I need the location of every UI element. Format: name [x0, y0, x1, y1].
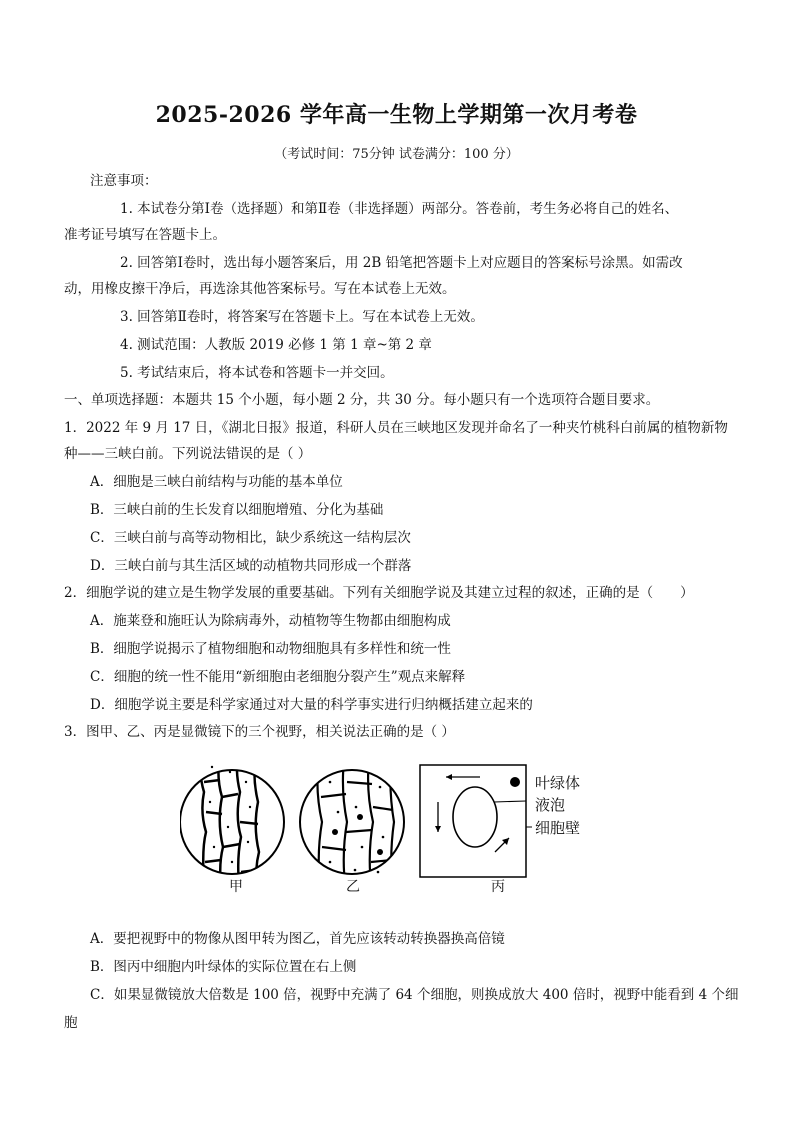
- notice-item-cont: 准考证号填写在答题卡上。: [64, 227, 226, 243]
- option-a: A．施莱登和施旺认为除病毒外，动植物等生物都由细胞构成: [90, 613, 451, 629]
- option-b: B．图丙中细胞内叶绿体的实际位置在右上侧: [90, 959, 357, 975]
- exam-info: （考试时间：75分钟 试卷满分：100 分）: [274, 147, 519, 162]
- option-c-cont: 胞: [64, 1015, 78, 1031]
- figure-label-jia: 甲: [229, 879, 243, 895]
- callout-cell-wall: 细胞壁: [535, 819, 581, 837]
- notice-item: 5. 考试结束后，将本试卷和答题卡一并交回。: [120, 365, 394, 381]
- notice-item: 1. 本试卷分第Ⅰ卷（选择题）和第Ⅱ卷（非选择题）两部分。答卷前，考生务必将自己的姓名、: [120, 201, 679, 217]
- option-b: B．细胞学说揭示了植物细胞和动物细胞具有多样性和统一性: [90, 641, 451, 657]
- option-c: C．如果显微镜放大倍数是 100 倍，视野中充满了 64 个细胞，则换成放大 400 倍时，视野中能看到 4 个细: [90, 987, 739, 1003]
- question-stem: 1．2022 年 9 月 17 日，《湖北日报》报道，科研人员在三峡地区发现并命名了一种夹竹桃科白前属的植物新物: [64, 420, 728, 436]
- option-c: C．三峡白前与高等动物相比，缺少系统这一结构层次: [90, 530, 411, 546]
- section-heading: 一、单项选择题：本题共 15 个小题，每小题 2 分，共 30 分。每小题只有一个选项符合题目要求。: [64, 392, 660, 408]
- figure-label-yi: 乙: [346, 879, 360, 895]
- figure-label-bing: 丙: [491, 879, 505, 895]
- option-c: C．细胞的统一性不能用“新细胞由老细胞分裂产生”观点来解释: [90, 669, 466, 685]
- page-title: 2025-2026 学年高一生物上学期第一次月考卷: [155, 102, 638, 128]
- question-stem: 2．细胞学说的建立是生物学发展的重要基础。下列有关细胞学说及其建立过程的叙述，正确的是（ ）: [64, 585, 694, 601]
- option-b: B．三峡白前的生长发育以细胞增殖、分化为基础: [90, 502, 384, 518]
- field-jia: [180, 752, 284, 892]
- option-a: A．细胞是三峡白前结构与功能的基本单位: [90, 474, 343, 490]
- field-yi: [300, 752, 404, 892]
- callout-vacuole: 液泡: [535, 796, 566, 814]
- notice-item: 4. 测试范围：人教版 2019 必修 1 第 1 章~第 2 章: [120, 337, 432, 353]
- question-stem: 种——三峡白前。下列说法错误的是（ ）: [64, 446, 312, 462]
- notice-heading: 注意事项：: [90, 173, 158, 189]
- option-a: A．要把视野中的物像从图甲转为图乙，首先应该转动转换器换高倍镜: [90, 931, 505, 947]
- callout-chloroplast: 叶绿体: [535, 774, 581, 792]
- notice-item: 3. 回答第Ⅱ卷时，将答案写在答题卡上。写在本试卷上无效。: [120, 309, 484, 325]
- field-bing: [420, 765, 532, 877]
- notice-item-cont: 动，用橡皮擦干净后，再选涂其他答案标号。写在本试卷上无效。: [64, 281, 456, 297]
- question-stem: 3．图甲、乙、丙是显微镜下的三个视野，相关说法正确的是（ ）: [64, 724, 455, 740]
- option-d: D．三峡白前与其生活区域的动植物共同形成一个群落: [90, 558, 412, 574]
- notice-item: 2. 回答第Ⅰ卷时，选出每小题答案后，用 2B 铅笔把答题卡上对应题目的答案标号涂黑。如需改: [120, 255, 683, 271]
- option-d: D．细胞学说主要是科学家通过对大量的科学事实进行归纳概括建立起来的: [90, 697, 533, 713]
